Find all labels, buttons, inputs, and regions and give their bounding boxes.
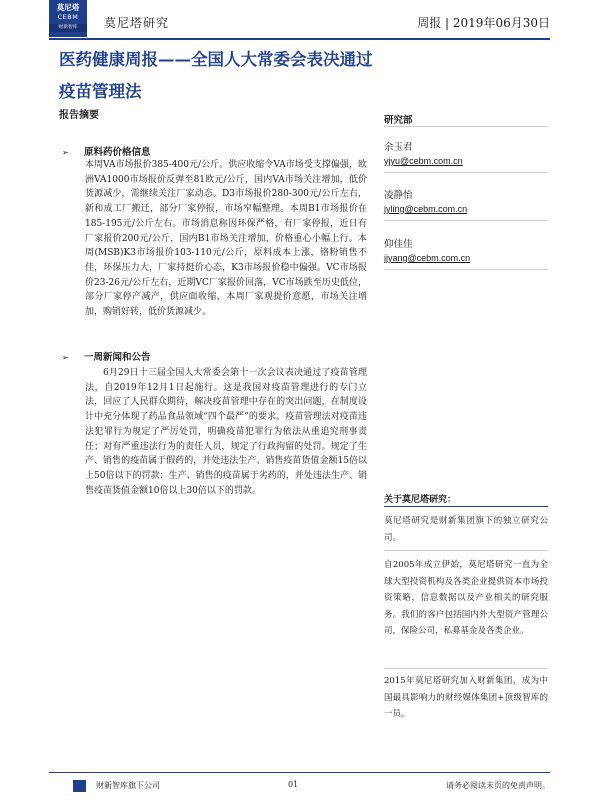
- about-paragraph: 自2005年成立伊始，莫尼塔研究一直为全球大型投资机构及各类企业提供资本市场投资策略，信息数据以及产业相关的研究服务。我们的客户包括国内外大型资产管理公司，保险公司，私募基金及各类企业。: [384, 560, 548, 636]
- sidebar-divider: [384, 269, 548, 270]
- section-body-weekly-news: 6月29日十三届全国人大常委会第十一次会议表决通过了疫苗管理法，自2019年12月1日起施行。这是我国对疫苗管理进行的专门立法，回应了人民群众期待，解决疫苗管理中存在的突出问题，在制度设计中充分体现了药品食品领域“四个最严”的要求。疫苗管理法对疫苗违法犯罪行为规定了严厉处罚，明确疫苗犯罪行为依法从重追究刑事责任；对有严重违法行为的责任人员，规定了行政拘留的处罚。规定了生产、销售的疫苗属于假药的，并处违法生产、销售疫苗货值金额15倍以上50倍以下的罚款；生产、销售的疫苗属于劣药的，并处违法生产、销售疫苗货值金额10倍以上30倍以下的罚款。: [85, 368, 367, 496]
- analyst-name: 凌静怡: [384, 190, 413, 201]
- footer-company-note: 财新智库旗下公司: [96, 781, 160, 790]
- section-heading-text: 一周新闻和公告: [84, 352, 151, 363]
- arrow-bullet-icon: ➢: [62, 353, 69, 362]
- logo-cn-text: 莫尼塔: [56, 3, 80, 12]
- about-heading: 关于莫尼塔研究：: [384, 495, 457, 505]
- footer-disclaimer-note: 请务必阅读末页的免责声明。: [446, 781, 550, 790]
- section-body-raw-material-prices: 本周VA市场报价385-400元/公斤。供应收缩令VA市场受支撑偏强，欧洲VA1000市场报价反弹至81欧元/公斤，国内VA市场关注增加，低价货源减少，需继续关注厂家动态。D3市场报价280-300元/公斤左右，新和成工厂搬迁，部分厂家停报，市场窄幅整理。本周B1市场报价在185-195元/公斤左右。市场消息称因环保严格，有厂家停报，近日有厂家报价200元/公斤，国内B1市场关注增加，价格重心小幅上行。本周(MSB)K3市场报价103-110元/公斤，原料成本上涨，铬粉销售不佳，环保压力大，厂家持挺价心态，K3市场报价稳中偏强。VC市场报价23-26元/公斤左右，近期VC厂家报价回落，VC市场跌至历史低位，部分厂家停产减产，供应面收缩，本周厂家观提价意愿，市场关注增加，购销好转，低价货源减少。: [85, 160, 367, 318]
- about-divider: [384, 506, 548, 507]
- about-paragraph: 2015年莫尼塔研究加入财新集团，成为中国最具影响力的财经媒体集团+顶级智库的一员。: [384, 676, 548, 719]
- section-heading-weekly-news: [62, 349, 151, 363]
- footer-divider: [49, 772, 550, 773]
- header-divider: [49, 38, 550, 40]
- about-divider: [384, 550, 548, 551]
- sidebar-divider: [384, 172, 548, 173]
- report-type-date: 周报 | 2019年06月30日: [417, 16, 550, 30]
- analyst-email-link[interactable]: jjyang@cebm.com.cn: [384, 253, 471, 263]
- analyst-name: 余玉君: [384, 142, 413, 153]
- report-title: 医药健康周报——全国人大常委会表决通过疫苗管理法: [59, 50, 373, 101]
- brand-name: 莫尼塔研究: [104, 16, 170, 30]
- sidebar-divider: [384, 126, 548, 127]
- about-paragraph: 莫尼塔研究是财新集团旗下的独立研究公司。: [384, 516, 548, 543]
- page-number: 01: [288, 780, 299, 789]
- logo-sub-text: 财新智库: [49, 24, 87, 32]
- arrow-bullet-icon: ➢: [62, 148, 69, 157]
- sidebar-divider: [384, 220, 548, 221]
- section-heading-raw-material-prices: [62, 144, 151, 158]
- research-department-heading: 研究部: [384, 115, 413, 126]
- section-heading-text: 原料药价格信息: [84, 147, 151, 158]
- about-divider: [384, 668, 548, 669]
- cebm-logo: [49, 0, 87, 37]
- analyst-name: 仰佳佳: [384, 239, 413, 250]
- footer-brand-square: [73, 780, 86, 792]
- summary-heading: 报告摘要: [59, 110, 99, 121]
- analyst-email-link[interactable]: yjyu@cebm.com.cn: [384, 156, 463, 166]
- logo-en-text: CEBM: [57, 13, 79, 21]
- analyst-email-link[interactable]: jyling@cebm.com.cn: [384, 204, 468, 214]
